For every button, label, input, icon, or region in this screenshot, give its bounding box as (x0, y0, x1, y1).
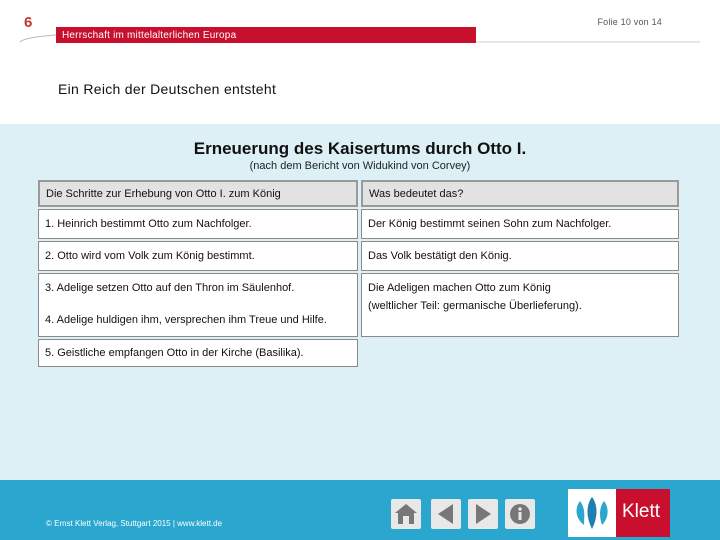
source-note: (nach dem Bericht von Widukind von Corvey) (249, 160, 471, 172)
copyright-text: © Ernst Klett Verlag, Stuttgart 2015 | www.klett.de (46, 519, 223, 528)
page-subtitle: Ein Reich der Deutschen entsteht (58, 81, 277, 97)
meaning-cell-3 (361, 273, 679, 337)
step-cell-5: 5. Geistliche empfangen Otto in der Kirche (Basilika). (38, 339, 358, 367)
klett-logo (568, 489, 670, 537)
slide-counter: Folie 10 von 14 (597, 17, 662, 27)
info-icon[interactable] (503, 497, 537, 531)
slide-title: Erneuerung des Kaisertums durch Otto I. (193, 139, 527, 158)
klett-logo-text: Klett (622, 501, 661, 522)
chapter-number: 6 (24, 14, 33, 31)
chapter-title: Herrschaft im mittelalterlichen Europa (62, 30, 237, 41)
klett-leaf-icon (572, 495, 612, 533)
step-cell-3-4 (38, 273, 358, 337)
step-4-text: 4. Adelige huldigen ihm, versprechen ihm Treue und Hilfe. (45, 314, 327, 326)
step-cell-2: 2. Otto wird vom Volk zum König bestimmt. (38, 241, 358, 271)
step-3-text: 3. Adelige setzen Otto auf den Thron im Säulenhof. (45, 282, 295, 294)
meaning-cell-2: Das Volk bestätigt den König. (361, 241, 679, 271)
meaning-3-line-2: (weltlicher Teil: germanische Überlieferung). (368, 300, 582, 312)
table-header-meaning: Was bedeutet das? (361, 180, 679, 207)
step-cell-1: 1. Heinrich bestimmt Otto zum Nachfolger. (38, 209, 358, 239)
next-icon[interactable] (466, 497, 500, 531)
meaning-3-line-1: Die Adeligen machen Otto zum König (368, 282, 551, 294)
table-header-steps: Die Schritte zur Erhebung von Otto I. zum König (38, 180, 358, 207)
meaning-cell-1: Der König bestimmt seinen Sohn zum Nachfolger. (361, 209, 679, 239)
chapter-title-bar (56, 27, 476, 43)
previous-icon[interactable] (429, 497, 463, 531)
home-icon[interactable] (389, 497, 423, 531)
